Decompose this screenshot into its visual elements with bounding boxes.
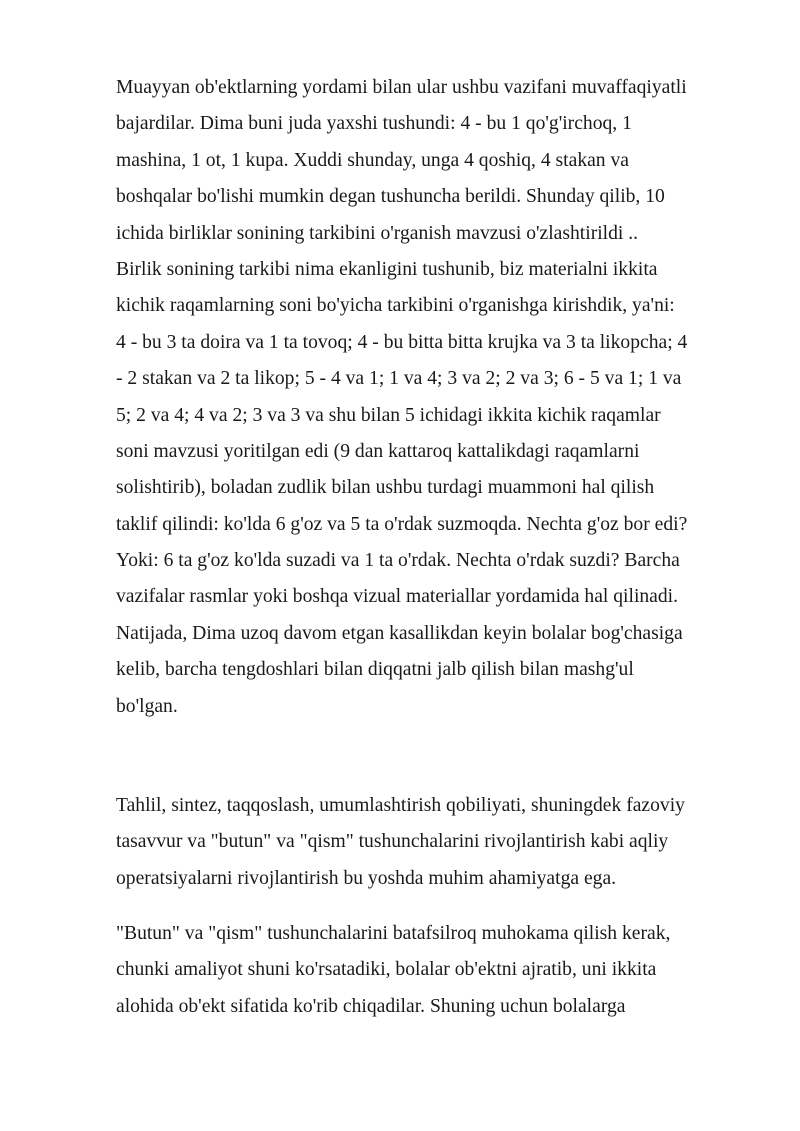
text-line: solishtirib), boladan zudlik bilan ushbu turdagi muammoni hal qilish xyxy=(116,477,655,499)
text-line: Yoki: 6 ta g'oz ko'lda suzadi va 1 ta o'rdak. Nechta o'rdak suzdi? Barcha xyxy=(116,550,680,572)
text-line: boshqalar bo'lishi mumkin degan tushuncha berildi. Shunday qilib, 10 xyxy=(116,186,665,208)
text-line: Tahlil, sintez, taqqoslash, umumlashtirish qobiliyati, shuningdek fazoviy xyxy=(116,795,685,816)
text-line: vazifalar rasmlar yoki boshqa vizual materiallar yordamida hal qilinadi. xyxy=(116,586,679,608)
text-line: Natijada, Dima uzoq davom etgan kasallikdan keyin bolalar bog'chasiga xyxy=(116,622,683,644)
text-line: Muayyan ob'ektlarning yordami bilan ular ushbu vazifani muvaffaqiyatli xyxy=(116,77,687,98)
paragraph-dima-progress xyxy=(116,70,756,725)
text-line: - 2 stakan va 2 ta likop; 5 - 4 va 1; 1 va 4; 3 va 2; 2 va 3; 6 - 5 va 1; 1 va xyxy=(116,368,682,390)
paragraph-whole-and-part xyxy=(116,916,756,1025)
text-line: tasavvur va "butun" va "qism" tushunchalarini rivojlantirish kabi aqliy xyxy=(116,831,669,853)
text-line: alohida ob'ekt sifatida ko'rib chiqadilar. Shuning uchun bolalarga xyxy=(116,995,626,1017)
text-line: soni mavzusi yoritilgan edi (9 dan kattaroq kattalikdagi raqamlarni xyxy=(116,440,640,462)
text-line: ichida birliklar sonining tarkibini o'rganish mavzusi o'zlashtirildi .. xyxy=(116,222,639,244)
text-line: mashina, 1 ot, 1 kupa. Xuddi shunday, unga 4 qoshiq, 4 stakan va xyxy=(116,149,629,171)
text-line: 4 - bu 3 ta doira va 1 ta tovoq; 4 - bu bitta bitta krujka va 3 ta likopcha; 4 xyxy=(116,331,688,353)
text-line: taklif qilindi: ko'lda 6 g'oz va 5 ta o'rdak suzmoqda. Nechta g'oz bor edi? xyxy=(116,513,688,535)
text-line: chunki amaliyot shuni ko'rsatadiki, bolalar ob'ektni ajratib, uni ikkita xyxy=(116,959,657,981)
text-line: kelib, barcha tengdoshlari bilan diqqatni jalb qilish bilan mashg'ul xyxy=(116,659,634,681)
text-line: Birlik sonining tarkibi nima ekanligini tushunib, biz materialni ikkita xyxy=(116,258,658,280)
text-line: 5; 2 va 4; 4 va 2; 3 va 3 va shu bilan 5 ichidagi ikkita kichik raqamlar xyxy=(116,404,661,426)
text-line: operatsiyalarni rivojlantirish bu yoshda muhim ahamiyatga ega. xyxy=(116,867,617,889)
text-line: kichik raqamlarning soni bo'yicha tarkibini o'rganishga kirishdik, ya'ni: xyxy=(116,295,675,317)
text-line: "Butun" va "qism" tushunchalarini batafsilroq muhokama qilish kerak, xyxy=(116,923,671,944)
paragraph-mental-operations xyxy=(116,788,756,897)
text-line: bo'lgan. xyxy=(116,695,178,717)
text-line: bajardilar. Dima buni juda yaxshi tushundi: 4 - bu 1 qo'g'irchoq, 1 xyxy=(116,113,632,135)
